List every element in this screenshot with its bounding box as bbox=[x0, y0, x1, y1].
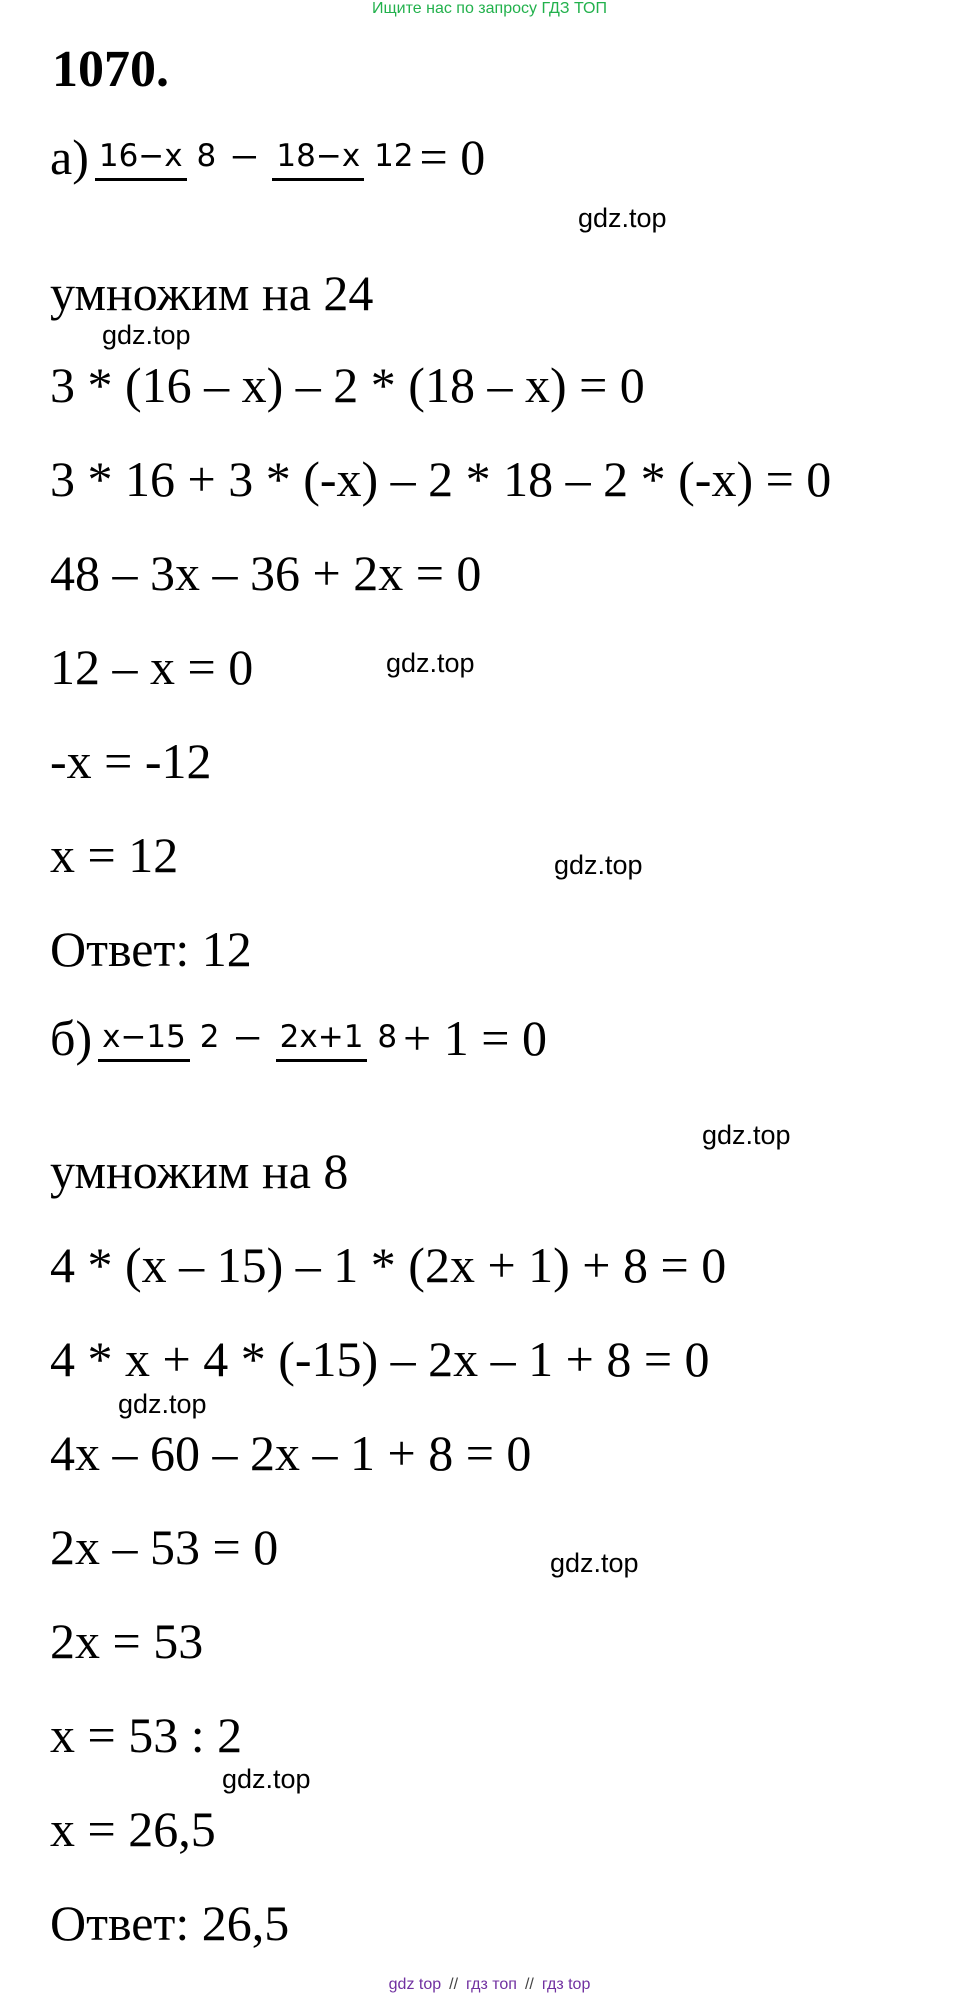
step-line: x = 26,5 bbox=[50, 1801, 216, 1857]
footer-link[interactable]: гдз top bbox=[541, 1976, 591, 1993]
answer-b: Ответ: 26,5 bbox=[50, 1895, 290, 1951]
fraction-numerator: 16−x bbox=[95, 138, 187, 181]
fraction-numerator: x−15 bbox=[98, 1019, 190, 1062]
fraction-denominator: 12 bbox=[374, 138, 414, 175]
step-line: умножим на 24 bbox=[50, 265, 374, 321]
footer-link[interactable]: gdz top bbox=[388, 1976, 442, 1993]
label-b: б) bbox=[50, 1010, 93, 1066]
fraction-numerator: 2x+1 bbox=[276, 1019, 368, 1062]
fraction-numerator: 18−x bbox=[272, 138, 364, 181]
step-line: 2x – 53 = 0 bbox=[50, 1519, 279, 1575]
step-line: x = 12 bbox=[50, 827, 179, 883]
fraction-denominator: 8 bbox=[377, 1019, 398, 1056]
footer-separator: // bbox=[449, 1976, 459, 1993]
step-line: 3 * 16 + 3 * (-x) – 2 * 18 – 2 * (-x) = 0 bbox=[50, 451, 832, 507]
step-line: 4x – 60 – 2x – 1 + 8 = 0 bbox=[50, 1425, 532, 1481]
step-line: 12 – x = 0 bbox=[50, 639, 254, 695]
watermark: gdz.top bbox=[550, 1548, 639, 1578]
step-line: 2x = 53 bbox=[50, 1613, 204, 1669]
answer-a: Ответ: 12 bbox=[50, 921, 252, 977]
minus-sign: − bbox=[230, 129, 259, 185]
problem-number: 1070. bbox=[52, 41, 169, 98]
equation-a bbox=[50, 129, 486, 185]
step-line: 48 – 3x – 36 + 2x = 0 bbox=[50, 545, 482, 601]
watermark: gdz.top bbox=[578, 203, 667, 233]
footer-link[interactable]: гдз топ bbox=[466, 1976, 517, 1993]
watermark: gdz.top bbox=[222, 1764, 311, 1794]
top-banner: Ищите нас по запросу ГДЗ ТОП bbox=[372, 0, 607, 17]
fraction-a-1 bbox=[95, 139, 216, 175]
fraction-b-2 bbox=[276, 1020, 397, 1056]
watermark: gdz.top bbox=[102, 320, 191, 350]
footer bbox=[0, 1976, 979, 1994]
equation-tail: = 0 bbox=[419, 129, 486, 185]
label-a: а) bbox=[50, 129, 89, 185]
watermark: gdz.top bbox=[702, 1120, 791, 1150]
step-line: умножим на 8 bbox=[50, 1143, 349, 1199]
fraction-denominator: 2 bbox=[199, 1019, 220, 1056]
watermark: gdz.top bbox=[554, 850, 643, 880]
equation-tail: + 1 = 0 bbox=[403, 1010, 547, 1066]
minus-sign: − bbox=[233, 1010, 262, 1066]
equation-b bbox=[50, 1010, 547, 1066]
watermark: gdz.top bbox=[386, 648, 475, 678]
footer-separator: // bbox=[524, 1976, 534, 1993]
step-line: 3 * (16 – x) – 2 * (18 – x) = 0 bbox=[50, 357, 645, 413]
step-line: 4 * (x – 15) – 1 * (2x + 1) + 8 = 0 bbox=[50, 1237, 727, 1293]
step-line: 4 * x + 4 * (-15) – 2x – 1 + 8 = 0 bbox=[50, 1331, 710, 1387]
step-line: x = 53 : 2 bbox=[50, 1707, 243, 1763]
fraction-a-2 bbox=[272, 139, 413, 175]
fraction-b-1 bbox=[98, 1020, 219, 1056]
watermark: gdz.top bbox=[118, 1389, 207, 1419]
step-line: -x = -12 bbox=[50, 733, 212, 789]
fraction-denominator: 8 bbox=[196, 138, 217, 175]
